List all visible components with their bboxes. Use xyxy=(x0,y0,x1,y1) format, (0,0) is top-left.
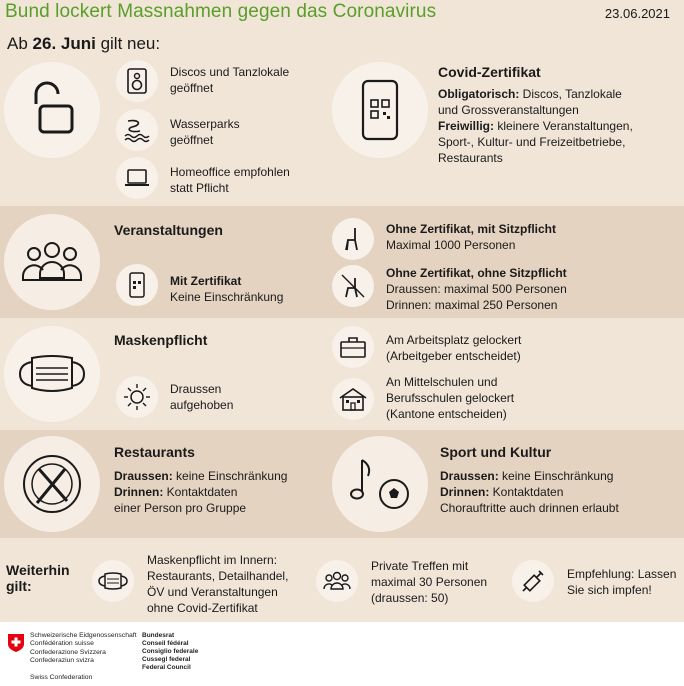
vaccination-text: Empfehlung: Lassen Sie sich impfen! xyxy=(567,567,677,597)
still-valid-label: Weiterhin gilt: xyxy=(6,562,70,594)
speaker-icon xyxy=(116,60,158,102)
publication-date: 23.06.2021 xyxy=(604,6,670,21)
indoor-masks-text: Maskenpflicht im Innern: Restaurants, Detailhandel, ÖV und Veranstaltungen ohne Covid-Zertifikat xyxy=(147,553,289,615)
swiss-confederation-english: Swiss Confederation xyxy=(30,674,93,681)
no-chair-icon xyxy=(332,265,374,307)
crowd-icon xyxy=(4,214,100,310)
seated-events-text: Ohne Zertifikat, mit Sitzpflicht Maximal 1000 Personen xyxy=(386,222,557,252)
sun-icon xyxy=(116,376,158,418)
music-football-icon xyxy=(332,436,428,532)
with-certificate-text: Mit Zertifikat Keine Einschränkung xyxy=(170,274,284,304)
swiss-coat-of-arms-icon xyxy=(8,634,24,652)
plate-cutlery-icon xyxy=(4,436,100,532)
syringe-icon xyxy=(512,560,554,602)
homeoffice-text: Homeoffice empfohlen statt Pflicht xyxy=(170,165,290,195)
sport-culture-title: Sport und Kultur xyxy=(440,444,552,460)
workplace-text: Am Arbeitsplatz gelockert (Arbeitgeber entscheidet) xyxy=(386,333,522,363)
certificate-details: Obligatorisch: Discos, Tanzlokale und Grossveranstaltungen Freiwillig: kleinere Veranstaltungen, Sport-, Kultur- und Freizeitbetriebe, Restaurants xyxy=(438,87,633,165)
chair-icon xyxy=(332,218,374,260)
restaurants-title: Restaurants xyxy=(114,444,195,460)
unlock-icon xyxy=(4,62,100,158)
masks-title: Maskenpflicht xyxy=(114,332,208,348)
certificate-title: Covid-Zertifikat xyxy=(438,64,541,80)
confederation-names: Schweizerische Eidgenossenschaft Confédération suisse Confederazione Svizzera Confederaziun svizra xyxy=(30,632,137,665)
face-mask-icon xyxy=(4,326,100,422)
page-title: Bund lockert Massnahmen gegen das Coronavirus xyxy=(5,1,437,22)
federal-council-names: Bundesrat Conseil fédéral Consiglio federale Cussegl federal Federal Council xyxy=(142,632,199,671)
schools-text: An Mittelschulen und Berufsschulen gelockert (Kantone entscheiden) xyxy=(386,375,515,421)
subtitle: Ab 26. Juni gilt neu: xyxy=(7,34,161,53)
private-meetings-text: Private Treffen mit maximal 30 Personen (draussen: 50) xyxy=(371,559,488,605)
laptop-icon xyxy=(116,157,158,199)
sport-culture-text: Draussen: keine Einschränkung Drinnen: Kontaktdaten Chorauftritte auch drinnen erlaubt xyxy=(440,469,619,515)
group-small-icon xyxy=(316,560,358,602)
events-title: Veranstaltungen xyxy=(114,222,223,238)
restaurants-text: Draussen: keine Einschränkung Drinnen: Kontaktdaten einer Person pro Gruppe xyxy=(114,469,288,515)
school-icon xyxy=(332,378,374,420)
waterslide-icon xyxy=(116,109,158,151)
unseated-events-text: Ohne Zertifikat, ohne Sitzpflicht Draussen: maximal 500 Personen Drinnen: maximal 250 Personen xyxy=(386,266,567,312)
certificate-phone-icon xyxy=(116,264,158,306)
mask-small-icon xyxy=(92,560,134,602)
outdoor-masks-text: Draussen aufgehoben xyxy=(170,382,234,412)
smartphone-qr-icon xyxy=(332,62,428,158)
briefcase-icon xyxy=(332,326,374,368)
discos-text: Discos und Tanzlokale geöffnet xyxy=(170,65,290,95)
waterparks-text: Wasserparks geöffnet xyxy=(170,117,240,147)
